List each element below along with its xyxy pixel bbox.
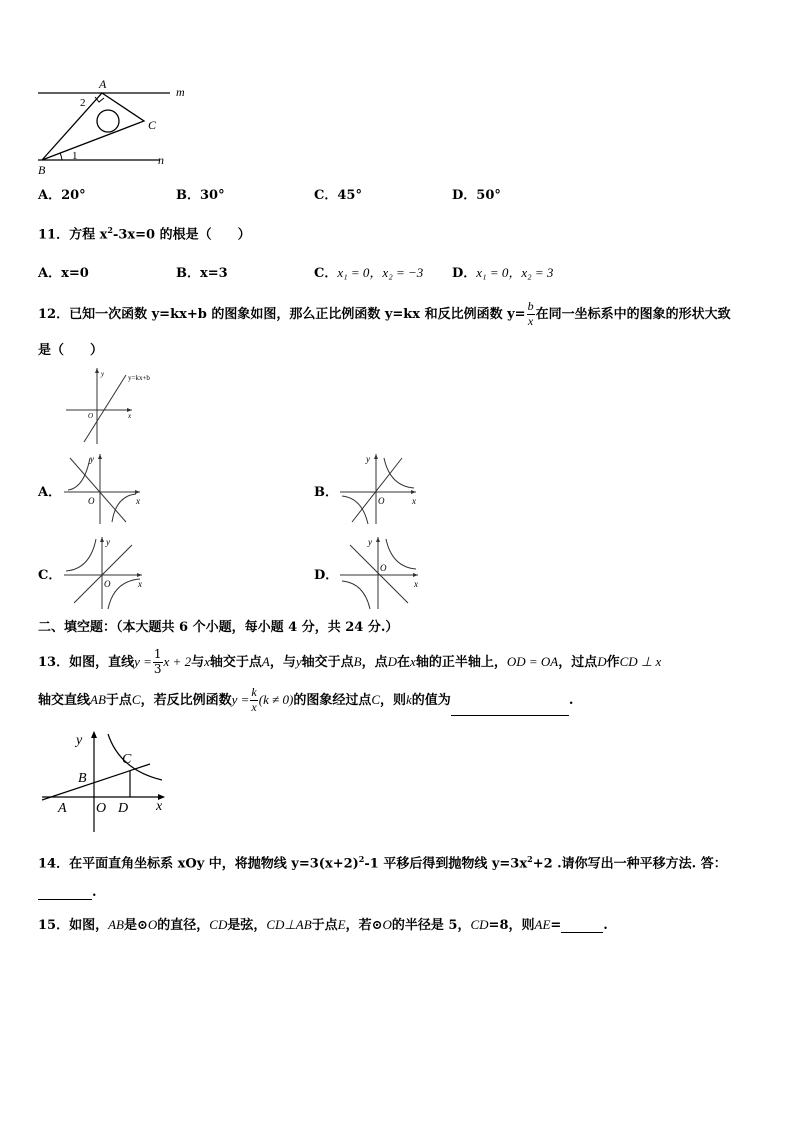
c-x-arrow: [137, 573, 142, 577]
q13-l2-p5: ，则: [380, 693, 407, 708]
c-x-label: x: [138, 579, 142, 589]
q13-frac2-den: x: [251, 700, 257, 714]
q12-d-svg: [338, 535, 422, 611]
triangle-abc: [42, 93, 144, 160]
q11-stem-suffix: -3x=0 的根是（ ）: [112, 227, 251, 243]
q15-ab: AB: [108, 917, 124, 932]
given-y-label: y: [101, 370, 105, 378]
c-hyperbola-left: [66, 539, 96, 571]
q12-option-c-graph: [62, 535, 146, 611]
q13-l2-p6: 的值为: [411, 693, 451, 708]
d-o-label: O: [380, 563, 387, 573]
q15-p5: 于点: [311, 918, 338, 933]
q13-p3: 轴交于点: [209, 654, 262, 670]
c-y-arrow: [100, 537, 104, 542]
q13-var-c: C: [131, 692, 141, 707]
b-x-arrow: [411, 490, 416, 494]
d-x-label: x: [414, 579, 418, 589]
q13-var-a: A: [261, 653, 270, 669]
q13-svg: [38, 728, 172, 834]
q14-end: .: [92, 885, 97, 900]
q15-p1: 15．如图，: [38, 918, 109, 933]
q13-p4: ，与: [269, 654, 296, 670]
d-y-label: y: [368, 537, 372, 547]
q13-p9: ，过点: [558, 654, 598, 670]
q13-perp: CD ⊥ x: [619, 653, 662, 669]
q15-p7: 的半径是 5，: [391, 918, 471, 933]
q13-line2: [38, 686, 573, 716]
q12-given-figure: [64, 366, 172, 446]
q11-option-c-math: x₁ = 0，x₂ = −3: [337, 265, 424, 280]
a-hyperbola-right: [112, 494, 136, 522]
q13-frac-den: 3: [153, 661, 162, 676]
q13-hyperbola: [108, 734, 162, 780]
q14-text2: -1 平移后得到抛物线 y=3x: [364, 856, 528, 872]
c-o-label: O: [104, 579, 111, 589]
q15-ae: AE: [534, 917, 551, 932]
q15-answer-blank[interactable]: [561, 919, 603, 933]
label-angle-1: 1: [72, 150, 78, 162]
d-line: [350, 545, 408, 603]
b-y-label: y: [366, 454, 370, 464]
q13-p10: 作: [606, 654, 620, 670]
q13-l2-p3: ，若反比例函数: [140, 693, 232, 708]
a-line: [70, 458, 126, 522]
q12-option-b-letter: B．: [314, 485, 338, 500]
q13-l2-p1: 轴交直线: [38, 693, 91, 708]
q13-var-d: D: [387, 653, 398, 669]
q13-fig-a: A: [58, 801, 67, 816]
q15-end: .: [603, 918, 608, 933]
q13-expr-y: y =: [134, 653, 152, 669]
d-hyperbola-left: [342, 581, 370, 609]
given-line-label: y=kx+b: [128, 374, 150, 382]
q13-expr-tail: x + 2: [163, 653, 192, 669]
q14-text: 14．在平面直角坐标系 xOy 中，将抛物线 y=3(x+2): [38, 856, 359, 872]
q12-option-d-graph: [338, 535, 422, 611]
q15-o1: O: [147, 917, 158, 932]
q11-option-b: B．x=3: [176, 266, 228, 281]
q13-frac-num: 1: [153, 647, 162, 661]
q11-option-d: [452, 266, 553, 280]
q13-answer-blank[interactable]: [451, 687, 569, 716]
given-line-kx-b: [84, 375, 126, 442]
q13-p2: 与: [191, 654, 205, 670]
q10-figure-svg: [34, 76, 204, 176]
q15-p4: 是弦，: [227, 918, 267, 933]
q12-option-d-letter: D．: [314, 568, 339, 583]
q12-option-c-letter: C．: [38, 568, 62, 583]
q11-option-c: [314, 266, 423, 280]
d-x-arrow: [413, 573, 418, 577]
angle-1-arc: [60, 153, 62, 160]
q13-fig-c: C: [122, 752, 132, 767]
q15-p8: =8，则: [488, 918, 535, 933]
q15-cd: CD: [209, 917, 228, 932]
b-hyperbola-left: [342, 496, 368, 524]
q13-p6: ，点: [361, 654, 388, 670]
q14-sup2: 2: [527, 854, 533, 864]
q12-stem-line2: 是（ ）: [38, 343, 104, 358]
q14-sup1: 2: [358, 854, 365, 864]
a-y-arrow: [98, 454, 102, 459]
q12-c-svg: [62, 535, 146, 611]
q13-var-y: y: [295, 653, 302, 669]
given-o-label: O: [88, 412, 94, 420]
q13-fraction2: [250, 686, 257, 715]
q12-option-a-letter: A．: [38, 485, 62, 500]
q13-fig-b: B: [78, 771, 87, 786]
q13-p7: 在: [397, 654, 411, 670]
q15-cd2: CD: [470, 917, 489, 932]
q13-cond: (k ≠ 0): [258, 692, 294, 707]
q15-e: E: [337, 917, 346, 932]
q11-stem-sup: 2: [107, 225, 113, 235]
q13-var-k: k: [406, 692, 412, 707]
q13-fig-d: D: [118, 801, 129, 816]
q15-o2: O: [382, 917, 392, 932]
q13-eq1: OD = OA: [506, 653, 559, 669]
q13-y-arrow: [91, 731, 97, 738]
a-x-label: x: [136, 496, 140, 506]
q12-b-svg: [338, 452, 420, 526]
q13-fig-o: O: [96, 801, 107, 816]
label-angle-2: 2: [80, 97, 86, 109]
q11-stem: [38, 226, 251, 241]
q13-expr2-y: y =: [231, 692, 250, 707]
q12-stem-part2: 在同一坐标系中的图象的形状大致: [535, 307, 731, 322]
d-hyperbola-right: [386, 539, 416, 569]
q13-var-d2: D: [597, 653, 607, 669]
label-b: B: [38, 163, 46, 176]
q13-l2-end: .: [568, 693, 574, 708]
c-y-label: y: [106, 537, 110, 547]
a-hyperbola-left: [68, 458, 90, 490]
given-y-arrow: [95, 368, 99, 373]
q13-l2-p4: 的图象经过点: [293, 693, 372, 708]
q13-l2-p2: 于点: [105, 693, 132, 708]
q13-fraction: [153, 648, 163, 677]
d-y-arrow: [376, 537, 380, 542]
c-hyperbola-right: [108, 579, 140, 609]
b-x-label: x: [412, 496, 416, 506]
q13-fig-y: y: [76, 733, 83, 748]
section2-heading: 二、填空题：（本大题共 6 个小题，每小题 4 分，共 24 分.）: [38, 620, 399, 635]
q13-p1: 13．如图，直线: [38, 654, 135, 670]
q13-var-c2: C: [371, 692, 380, 707]
q15-p9: =: [550, 918, 562, 933]
q12-stem-part1: 12．已知一次函数 y=kx+b 的图象如图，那么正比例函数 y=kx 和反比例函数 y=: [38, 307, 526, 322]
a-x-arrow: [135, 490, 140, 494]
q12-frac-num: b: [527, 299, 534, 314]
q12-given-svg: [64, 366, 172, 446]
a-o-label: O: [88, 496, 95, 506]
q11-option-a: A．x=0: [38, 266, 89, 281]
q12-a-svg: [62, 452, 144, 526]
q13-var-b: B: [353, 653, 362, 669]
q13-line-ab: [42, 764, 150, 800]
q12-stem: [38, 300, 731, 330]
q14-answer-blank[interactable]: [38, 886, 92, 900]
q15-p6: ，若⊙: [345, 918, 383, 933]
q10-option-d: D．50°: [452, 188, 501, 203]
b-line: [352, 458, 402, 522]
q13-frac2-num: k: [251, 685, 257, 700]
q13-p8: 轴的正半轴上，: [415, 654, 507, 670]
q15-cd-perp-ab: CD⊥AB: [266, 917, 312, 932]
q14-text3: +2 .请你写出一种平移方法. 答：: [532, 856, 727, 872]
q12-option-b-graph: [338, 452, 420, 526]
given-x-label: x: [128, 412, 132, 420]
label-a: A: [99, 77, 107, 91]
q15-p3: 的直径，: [157, 918, 210, 933]
q12-option-a-graph: [62, 452, 144, 526]
q13-p5: 轴交于点: [301, 654, 354, 670]
b-o-label: O: [378, 496, 385, 506]
q11-option-c-label: C．: [314, 266, 338, 281]
q15-stem: [38, 918, 608, 933]
q12-fraction: [527, 300, 535, 329]
label-m: m: [176, 85, 185, 99]
a-y-label: y: [90, 454, 94, 464]
q11-option-d-label: D．: [452, 266, 477, 281]
q13-var-ab: AB: [90, 692, 106, 707]
q10-figure: [34, 76, 204, 176]
triangle-hole: [97, 110, 119, 132]
q13-var-x2: x: [410, 653, 416, 669]
q13-line1: [38, 648, 661, 677]
q10-option-a: A．20°: [38, 188, 86, 203]
q12-frac-den: x: [527, 314, 534, 328]
q13-var-x: x: [204, 653, 210, 669]
q13-fig-x: x: [156, 799, 163, 814]
q15-p2: 是⊙: [123, 918, 148, 933]
c-line: [74, 545, 132, 603]
q11-stem-prefix: 11．方程 x: [38, 227, 108, 243]
q11-option-d-math: x₁ = 0，x₂ = 3: [476, 265, 554, 280]
label-n: n: [158, 153, 164, 167]
label-c: C: [148, 118, 157, 132]
q14-answer-line: [38, 886, 97, 900]
q13-figure: [38, 728, 172, 834]
q10-option-c: C．45°: [314, 188, 362, 203]
q10-option-b: B．30°: [176, 188, 225, 203]
b-y-arrow: [374, 454, 378, 459]
q14-stem: [38, 855, 727, 870]
